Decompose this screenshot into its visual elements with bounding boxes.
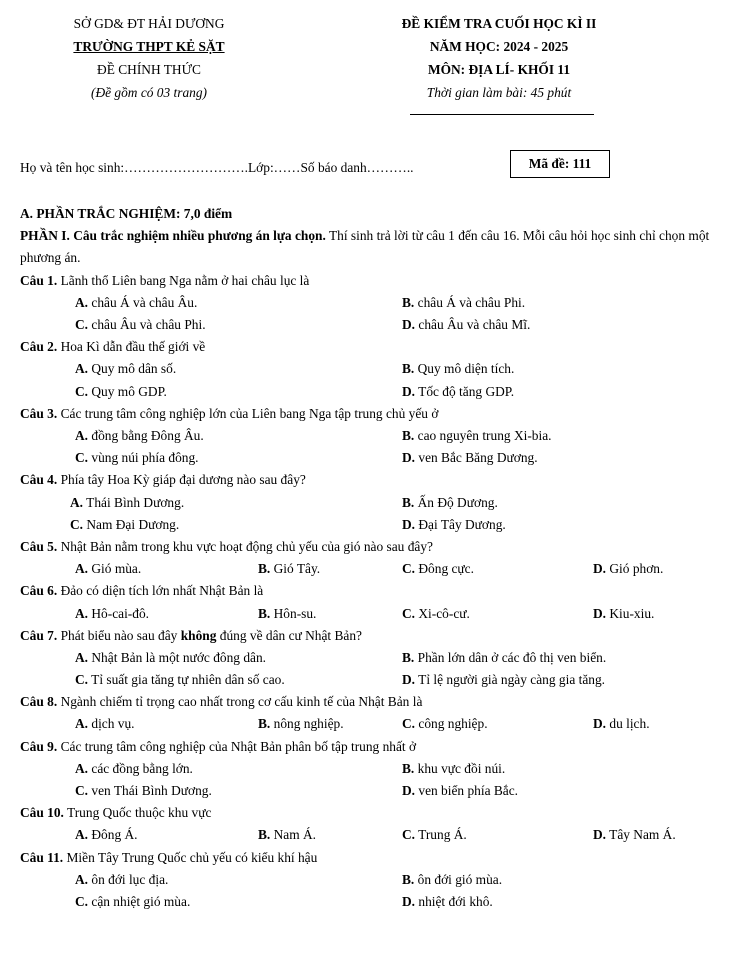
option-text: Thái Bình Dương.: [83, 494, 185, 510]
question-6: [20, 580, 726, 602]
option-text: Quy mô diện tích.: [414, 361, 515, 377]
option-text: ôn đới lục địa.: [88, 871, 169, 887]
option-c: [75, 780, 212, 802]
option-letter: B.: [258, 605, 271, 621]
header-right: [370, 12, 628, 104]
option-c: [75, 447, 199, 469]
option-text: Tỉ suất gia tăng tự nhiên dân số cao.: [88, 672, 285, 688]
option-a: [75, 603, 149, 625]
option-letter: A.: [75, 361, 89, 377]
option-letter: C.: [402, 716, 416, 732]
time-limit: Thời gian làm bài: 45 phút: [426, 85, 572, 100]
option-letter: A.: [75, 649, 89, 665]
section-a-heading: A. PHẦN TRẮC NGHIỆM: 7,0 điểm: [20, 206, 233, 221]
question-text: Nhật Bản nằm trong khu vực hoạt động chủ yếu của gió nào sau đây?: [57, 538, 433, 554]
options-row: [20, 891, 726, 913]
option-text: Phần lớn dân ở các đô thị ven biển.: [414, 649, 607, 665]
option-text: Ấn Độ Dương.: [414, 494, 498, 510]
option-text: đồng bằng Đông Âu.: [88, 427, 204, 443]
option-c: [402, 824, 467, 846]
option-b: [402, 292, 525, 314]
option-a: [70, 492, 184, 514]
option-letter: D.: [593, 605, 607, 621]
question-text-post: đúng về dân cư Nhật Bản?: [216, 627, 363, 643]
option-letter: D.: [402, 383, 416, 399]
options-row: [20, 558, 726, 580]
question-text: Trung Quốc thuộc khu vực: [63, 805, 212, 821]
part1-instructions: [20, 225, 726, 269]
option-c: [75, 891, 190, 913]
options-row: [20, 824, 726, 846]
question-number: Câu 1.: [20, 272, 58, 288]
question-text: Phía tây Hoa Kỳ giáp đại dương nào sau đây?: [57, 472, 306, 488]
option-text: cận nhiệt gió mùa.: [88, 894, 191, 910]
options-row: [20, 514, 726, 536]
options-row: [20, 647, 726, 669]
option-d: [402, 891, 493, 913]
option-a: [75, 758, 193, 780]
option-text: vùng núi phía đông.: [88, 450, 199, 466]
options-row: [20, 425, 726, 447]
option-letter: D.: [402, 450, 416, 466]
option-letter: D.: [402, 894, 416, 910]
option-b: [402, 425, 552, 447]
option-letter: B.: [402, 760, 415, 776]
option-letter: A.: [75, 716, 89, 732]
option-text: Quy mô dân số.: [88, 361, 177, 377]
option-text: Trung Á.: [415, 827, 467, 843]
question-number: Câu 6.: [20, 583, 58, 599]
option-letter: A.: [75, 294, 89, 310]
option-letter: A.: [70, 494, 84, 510]
option-letter: D.: [402, 783, 416, 799]
option-c: [402, 603, 470, 625]
option-text: Đại Tây Dương.: [415, 516, 506, 532]
option-letter: C.: [75, 672, 89, 688]
page-count-note: (Đề gồm có 03 trang): [90, 85, 208, 100]
option-d: [593, 603, 654, 625]
header-divider: [410, 114, 594, 115]
option-d: [402, 447, 538, 469]
option-d: [593, 713, 650, 735]
option-d: [593, 824, 676, 846]
part1-text: Thí sinh trả lời từ câu 1 đến câu 16. Mỗi câu hỏi học sinh chỉ chọn một phương án.: [20, 228, 710, 266]
option-letter: C.: [75, 317, 89, 332]
option-letter: C.: [402, 827, 416, 843]
option-letter: C.: [75, 383, 89, 399]
option-letter: A.: [75, 871, 89, 887]
question-7: [20, 625, 726, 647]
question-number: Câu 8.: [20, 694, 58, 710]
option-c: [75, 669, 285, 691]
option-text: Gió phơn.: [606, 561, 664, 577]
question-1: [20, 270, 726, 292]
option-d: [402, 780, 518, 802]
question-text: Lãnh thổ Liên bang Nga nằm ở hai châu lục là: [57, 272, 310, 288]
option-letter: B.: [402, 649, 415, 665]
option-text: Đông Á.: [88, 827, 138, 843]
option-c: [402, 713, 488, 735]
option-text: Tốc độ tăng GDP.: [415, 383, 515, 399]
question-text: Ngành chiếm tỉ trọng cao nhất trong cơ cấu kinh tế của Nhật Bản là: [57, 694, 423, 710]
header-left: [30, 12, 268, 104]
exam-header: [0, 12, 742, 122]
option-text: Tây Nam Á.: [606, 827, 676, 843]
option-b: [402, 758, 505, 780]
question-number: Câu 11.: [20, 849, 64, 865]
option-text: Quy mô GDP.: [88, 383, 167, 399]
option-letter: B.: [402, 361, 415, 377]
option-letter: D.: [402, 317, 416, 332]
option-text: châu Âu và châu Phi.: [88, 317, 206, 332]
question-number: Câu 5.: [20, 538, 58, 554]
option-text: Nam Đại Dương.: [83, 516, 180, 532]
option-text: Nhật Bản là một nước đông dân.: [88, 649, 266, 665]
option-text: dịch vụ.: [88, 716, 135, 732]
question-9: [20, 736, 726, 758]
exam-code-box: Mã đề: 111: [510, 150, 610, 178]
options-row: [20, 669, 726, 691]
option-text: ven Bắc Băng Dương.: [415, 450, 538, 466]
question-2: [20, 336, 726, 358]
option-c: [402, 558, 474, 580]
option-letter: C.: [75, 783, 89, 799]
option-text: Hôn-su.: [270, 605, 317, 621]
part1-title: PHẦN I. Câu trắc nghiệm nhiều phương án lựa chọn.: [20, 228, 326, 244]
option-d: [402, 669, 605, 691]
options-row: [20, 292, 726, 314]
option-letter: C.: [70, 516, 84, 532]
option-text: Gió Tây.: [270, 561, 321, 577]
option-letter: C.: [75, 450, 89, 466]
option-text: khu vực đồi núi.: [414, 760, 506, 776]
option-d: [402, 514, 506, 536]
exam-title: ĐỀ KIỂM TRA CUỐI HỌC KÌ II: [401, 16, 597, 31]
option-letter: A.: [75, 561, 89, 577]
option-c: [75, 381, 167, 403]
option-letter: A.: [75, 427, 89, 443]
option-text: ôn đới gió mùa.: [414, 871, 503, 887]
option-b: [258, 558, 320, 580]
option-letter: A.: [75, 760, 89, 776]
option-letter: C.: [402, 561, 416, 577]
option-text: nông nghiệp.: [270, 716, 344, 732]
option-a: [75, 869, 168, 891]
option-letter: B.: [258, 827, 271, 843]
option-d: [593, 558, 663, 580]
school-name: TRƯỜNG THPT KẺ SẶT: [73, 39, 225, 54]
question-text: Các trung tâm công nghiệp của Nhật Bản phân bố tập trung nhất ở: [57, 738, 417, 754]
question-10: [20, 802, 726, 824]
option-b: [258, 603, 316, 625]
exam-content: [20, 203, 726, 913]
options-row: [20, 492, 726, 514]
options-row: [20, 713, 726, 735]
option-a: [75, 292, 197, 314]
option-text: các đồng bằng lớn.: [88, 760, 193, 776]
option-letter: D.: [593, 561, 607, 577]
question-3: [20, 403, 726, 425]
option-text: châu Á và châu Âu.: [88, 294, 198, 310]
option-text: ven biển phía Bắc.: [415, 783, 519, 799]
option-text: Kiu-xiu.: [606, 605, 655, 621]
question-4: [20, 469, 726, 491]
student-info-line: Họ và tên học sinh:……………………….Lớp:……Số báo danh………..: [20, 160, 414, 175]
question-text-emphasis: không: [180, 627, 217, 643]
option-b: [258, 713, 344, 735]
option-letter: C.: [402, 605, 416, 621]
option-text: Xi-cô-cư.: [415, 605, 470, 621]
question-number: Câu 4.: [20, 472, 58, 488]
options-row: [20, 758, 726, 780]
option-letter: D.: [402, 672, 416, 688]
option-b: [402, 492, 498, 514]
option-letter: B.: [258, 716, 271, 732]
subject-line: MÔN: ĐỊA LÍ- KHỐI 11: [427, 62, 571, 77]
option-text: Gió mùa.: [88, 561, 142, 577]
option-letter: B.: [402, 294, 415, 310]
option-letter: D.: [593, 827, 607, 843]
option-text: cao nguyên trung Xi-bia.: [414, 427, 552, 443]
option-b: [402, 647, 606, 669]
option-letter: B.: [402, 427, 415, 443]
school-year: NĂM HỌC: 2024 - 2025: [429, 39, 569, 54]
option-a: [75, 558, 141, 580]
question-number: Câu 2.: [20, 339, 58, 355]
option-letter: A.: [75, 827, 89, 843]
options-row: [20, 358, 726, 380]
option-letter: D.: [402, 516, 416, 532]
options-row: [20, 314, 726, 336]
option-letter: C.: [75, 894, 89, 910]
question-number: Câu 7.: [20, 627, 58, 643]
options-row: [20, 603, 726, 625]
question-text: Miền Tây Trung Quốc chủ yếu có kiểu khí hậu: [63, 849, 318, 865]
option-letter: B.: [258, 561, 271, 577]
question-text-pre: Phát biểu nào sau đây: [57, 627, 181, 643]
option-d: [402, 381, 514, 403]
option-text: châu Âu và châu Mĩ.: [415, 317, 531, 332]
option-c: [70, 514, 179, 536]
question-11: [20, 847, 726, 869]
option-letter: B.: [402, 871, 415, 887]
option-text: Hô-cai-đô.: [88, 605, 150, 621]
question-number: Câu 3.: [20, 405, 58, 421]
option-letter: D.: [593, 716, 607, 732]
option-c: [75, 314, 206, 336]
option-b: [402, 358, 514, 380]
question-5: [20, 536, 726, 558]
question-text: Các trung tâm công nghiệp lớn của Liên bang Nga tập trung chủ yếu ở: [57, 405, 439, 421]
option-a: [75, 713, 135, 735]
option-a: [75, 647, 266, 669]
option-b: [402, 869, 502, 891]
option-a: [75, 824, 138, 846]
options-row: [20, 780, 726, 802]
option-d: [402, 314, 530, 336]
option-text: ven Thái Bình Dương.: [88, 783, 212, 799]
option-text: du lịch.: [606, 716, 650, 732]
options-row: [20, 381, 726, 403]
option-a: [75, 425, 204, 447]
question-8: [20, 691, 726, 713]
official-label: ĐỀ CHÍNH THỨC: [97, 62, 201, 77]
option-text: nhiệt đới khô.: [415, 894, 493, 910]
option-letter: A.: [75, 605, 89, 621]
option-text: Tỉ lệ người già ngày càng gia tăng.: [415, 672, 606, 688]
option-text: châu Á và châu Phi.: [414, 294, 526, 310]
option-b: [258, 824, 316, 846]
option-letter: B.: [402, 494, 415, 510]
question-text: Hoa Kì dẫn đầu thế giới về: [57, 339, 206, 355]
question-number: Câu 9.: [20, 738, 58, 754]
options-row: [20, 869, 726, 891]
question-number: Câu 10.: [20, 805, 64, 821]
question-text: Đảo có diện tích lớn nhất Nhật Bản là: [57, 583, 264, 599]
option-a: [75, 358, 176, 380]
department-name: SỞ GD& ĐT HẢI DƯƠNG: [73, 16, 225, 31]
option-text: Nam Á.: [270, 827, 317, 843]
options-row: [20, 447, 726, 469]
option-text: công nghiệp.: [415, 716, 488, 732]
option-text: Đông cực.: [415, 561, 474, 577]
